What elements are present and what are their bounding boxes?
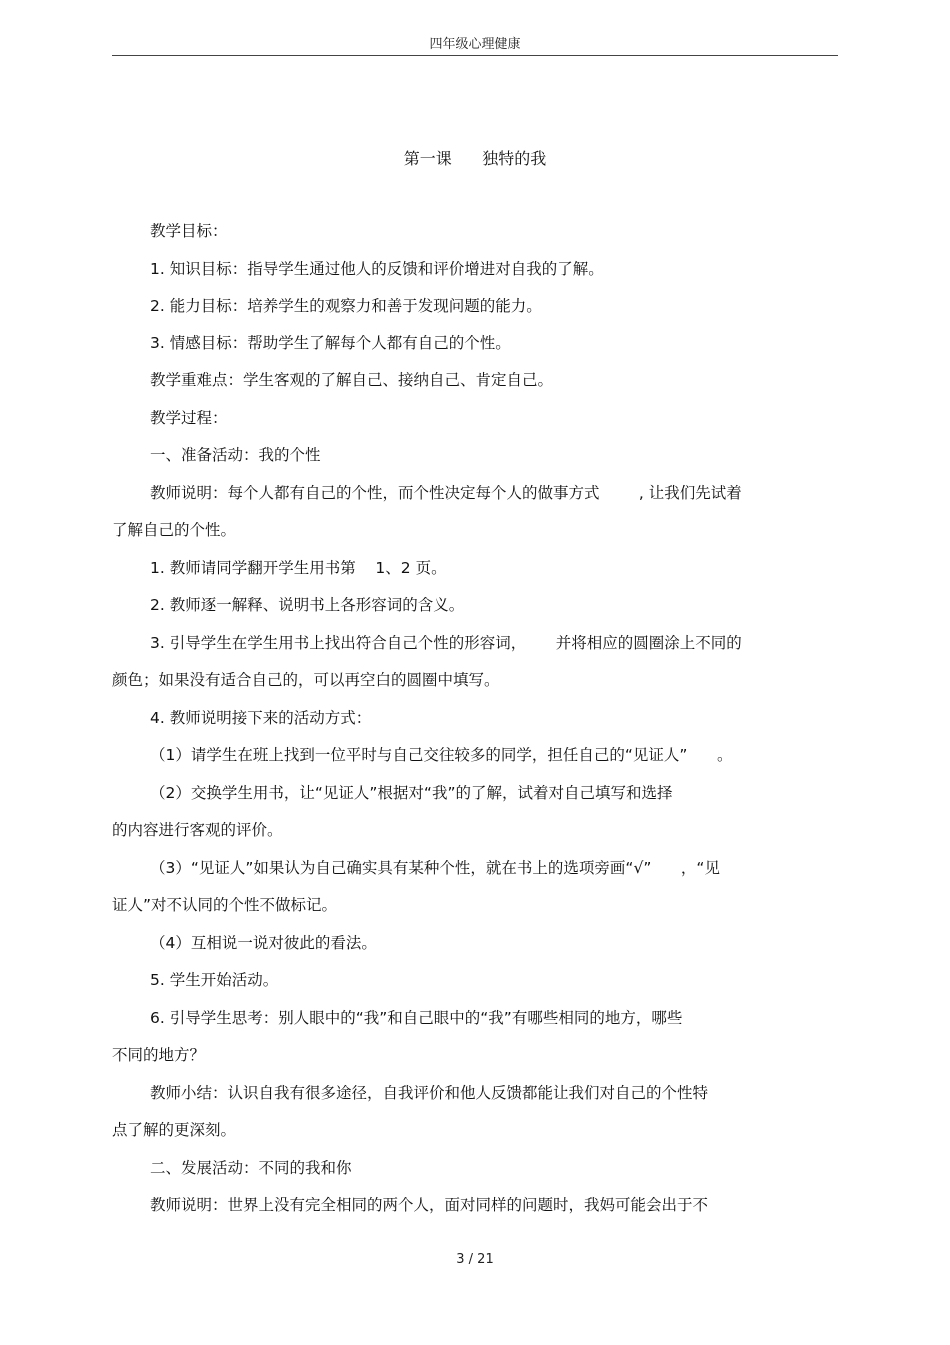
text-line: 教师说明：世界上没有完全相同的两个人，面对同样的问题时，我妈可能会出于不 bbox=[150, 1196, 709, 1214]
text-line: 教学目标： bbox=[150, 222, 228, 240]
text-line: 3. 引导学生在学生用书上找出符合自己个性的形容词， 并将相应的圆圈涂上不同的 bbox=[150, 634, 742, 652]
page-number: 3 / 21 bbox=[456, 1252, 494, 1267]
text-line: （4）互相说一说对彼此的看法。 bbox=[150, 934, 377, 952]
text-line: 5. 学生开始活动。 bbox=[150, 971, 279, 989]
text-line: 点了解的更深刻。 bbox=[112, 1121, 237, 1139]
page-header: 四年级心理健康 bbox=[429, 37, 521, 52]
lesson-title: 第一课 独特的我 bbox=[403, 149, 547, 168]
text-line: 1. 知识目标：指导学生通过他人的反馈和评价增进对自我的了解。 bbox=[150, 260, 604, 278]
text-line: 6. 引导学生思考：别人眼中的“我”和自己眼中的“我”有哪些相同的地方，哪些 bbox=[150, 1009, 683, 1027]
text-line: 一、准备活动：我的个性 bbox=[150, 446, 321, 464]
text-line: （2）交换学生用书，让“见证人”根据对“我”的了解，试着对自己填写和选择 bbox=[150, 784, 673, 802]
text-line: 不同的地方？ bbox=[112, 1046, 206, 1064]
text-line: 的内容进行客观的评价。 bbox=[112, 821, 283, 839]
text-line: 教师说明：每个人都有自己的个性，而个性决定每个人的做事方式 , 让我们先试着 bbox=[150, 484, 742, 502]
text-line: 2. 能力目标：培养学生的观察力和善于发现问题的能力。 bbox=[150, 297, 542, 315]
text-line: （3）“见证人”如果认为自己确实具有某种个性，就在书上的选项旁画“√” ，“见 bbox=[150, 859, 720, 877]
header-rule bbox=[112, 55, 838, 56]
text-line: 了解自己的个性。 bbox=[112, 521, 237, 539]
text-line: （1）请学生在班上找到一位平时与自己交往较多的同学，担任自己的“见证人” 。 bbox=[150, 746, 733, 764]
text-line: 颜色；如果没有适合自己的，可以再空白的圆圈中填写。 bbox=[112, 671, 500, 689]
text-line: 2. 教师逐一解释、说明书上各形容词的含义。 bbox=[150, 596, 465, 614]
text-line: 教师小结：认识自我有很多途径，自我评价和他人反馈都能让我们对自己的个性特 bbox=[150, 1084, 709, 1102]
text-line: 证人”对不认同的个性不做标记。 bbox=[112, 896, 338, 914]
text-line: 教学重难点：学生客观的了解自己、接纳自己、肯定自己。 bbox=[150, 371, 554, 389]
text-line: 二、发展活动：不同的我和你 bbox=[150, 1159, 352, 1177]
text-line: 1. 教师请同学翻开学生用书第 1、2 页。 bbox=[150, 559, 447, 577]
text-line: 4. 教师说明接下来的活动方式： bbox=[150, 709, 372, 727]
text-line: 教学过程： bbox=[150, 409, 228, 427]
text-line: 3. 情感目标：帮助学生了解每个人都有自己的个性。 bbox=[150, 334, 511, 352]
